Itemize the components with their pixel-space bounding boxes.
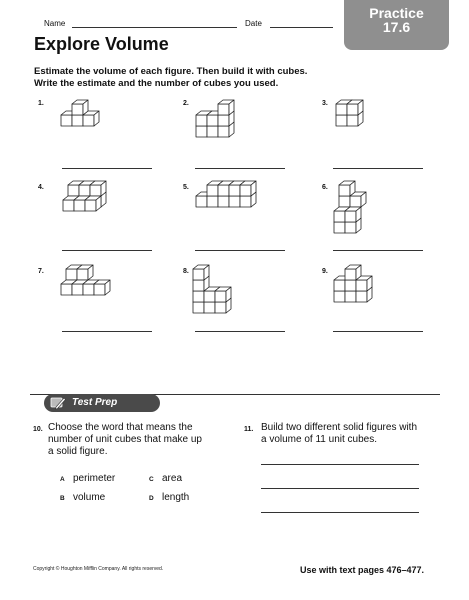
problem-number-1: 1. — [38, 100, 44, 107]
answer-line-4[interactable] — [62, 250, 152, 251]
answer-line-1[interactable] — [62, 168, 152, 169]
cube-figure-4 — [62, 180, 132, 225]
answer-line-3[interactable] — [333, 168, 423, 169]
question-11-line-1: Build two different solid figures with — [261, 422, 418, 433]
test-prep-label: Test Prep — [72, 397, 118, 408]
option-letter-d: D — [149, 495, 154, 502]
test-prep-banner — [44, 394, 160, 412]
cube-figure-2 — [195, 99, 275, 149]
problem-number-8: 8. — [183, 268, 189, 275]
problem-number-7: 7. — [38, 268, 44, 275]
cube-figure-1 — [60, 99, 140, 139]
badge-line1: Practice — [369, 5, 424, 21]
option-d-text[interactable]: length — [162, 492, 190, 503]
problem-number-6: 6. — [322, 184, 328, 191]
answer-line-2[interactable] — [195, 168, 285, 169]
problem-number-3: 3. — [322, 100, 328, 107]
answer-line-7[interactable] — [62, 331, 152, 332]
option-b-text[interactable]: volume — [73, 492, 106, 503]
problem-number-2: 2. — [183, 100, 189, 107]
question-11-line-2: a volume of 11 unit cubes. — [261, 434, 377, 445]
cube-figure-3 — [335, 99, 385, 139]
answer-line-9[interactable] — [333, 331, 423, 332]
cube-figure-7 — [60, 264, 140, 309]
cube-figure-5 — [195, 180, 295, 220]
option-letter-c: C — [149, 476, 154, 483]
copyright-text: Copyright © Houghton Mifflin Company. All rights reserved. — [33, 566, 164, 572]
text-pages-reference: Use with text pages 476–477. — [300, 565, 425, 575]
instruction-line-1: Estimate the volume of each figure. Then build it with cubes. — [34, 66, 308, 77]
practice-badge — [344, 0, 449, 50]
name-line[interactable] — [72, 27, 237, 28]
problem-number-4: 4. — [38, 184, 44, 191]
problem-number-9: 9. — [322, 268, 328, 275]
question-10-line-3: a solid figure. — [48, 446, 108, 457]
problem-number-5: 5. — [183, 184, 189, 191]
answer-line-8[interactable] — [195, 331, 285, 332]
q11-answer-line-3[interactable] — [261, 512, 419, 513]
answer-line-6[interactable] — [333, 250, 423, 251]
date-line[interactable] — [270, 27, 333, 28]
question-10-line-1: Choose the word that means the — [48, 422, 193, 433]
question-10-line-2: number of unit cubes that make up — [48, 434, 202, 445]
question-number-11: 11. — [244, 426, 254, 433]
option-a-text[interactable]: perimeter — [73, 473, 116, 484]
question-number-10: 10. — [33, 426, 43, 433]
name-label: Name — [44, 19, 66, 28]
date-label: Date — [245, 19, 262, 28]
instruction-line-2: Write the estimate and the number of cubes you used. — [34, 78, 279, 89]
option-letter-a: A — [60, 476, 65, 483]
option-letter-b: B — [60, 495, 65, 502]
cube-figure-9 — [333, 264, 393, 309]
cube-figure-8 — [192, 264, 262, 324]
q11-answer-line-1[interactable] — [261, 464, 419, 465]
cube-figure-6 — [333, 180, 383, 240]
pencil-icon — [50, 396, 66, 410]
badge-line2: 17.6 — [382, 19, 411, 35]
answer-line-5[interactable] — [195, 250, 285, 251]
page-title: Explore Volume — [34, 34, 169, 54]
option-c-text[interactable]: area — [162, 473, 183, 484]
q11-answer-line-2[interactable] — [261, 488, 419, 489]
